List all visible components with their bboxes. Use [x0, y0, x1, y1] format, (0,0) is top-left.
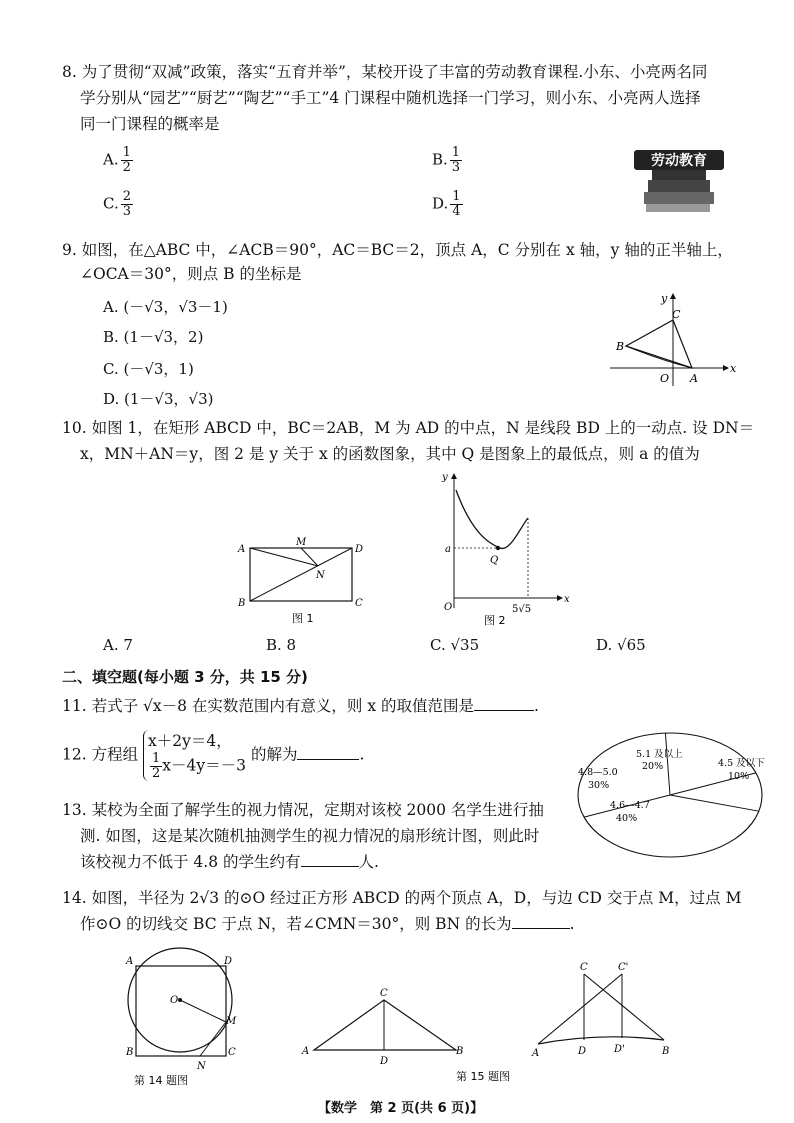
q11-answer-blank[interactable]	[474, 710, 534, 711]
q9-option-d[interactable]: D. (1－√3，√3)	[103, 390, 214, 408]
page-footer: 【数学 第 2 页(共 6 页)】	[318, 1101, 484, 1116]
q9-option-a[interactable]: A. (－√3，√3－1)	[103, 298, 228, 316]
svg-text:Q: Q	[490, 555, 499, 566]
q10-option-a[interactable]: A. 7	[103, 636, 133, 654]
svg-text:B: B	[126, 1047, 134, 1058]
pie-value-10: 10%	[728, 771, 750, 782]
pie-label-4.6-4.7: 4.6—4.7	[610, 800, 650, 811]
svg-text:O: O	[170, 995, 179, 1006]
labor-education-logo	[634, 146, 724, 218]
svg-text:D': D'	[614, 1044, 625, 1055]
svg-text:B: B	[662, 1046, 670, 1057]
svg-text:A: A	[302, 1046, 310, 1057]
equation-system: x＋2y＝4， $\frac{1}{2}$ x－4y＝－3	[143, 730, 246, 781]
q13-line2: 测. 如图，这是某次随机抽测学生的视力情况的扇形统计图，则此时	[80, 827, 540, 845]
q14-line2: 作⊙O 的切线交 BC 于点 N，若∠CMN＝30°，则 BN 的长为 .	[80, 915, 575, 933]
svg-text:图 2: 图 2	[484, 614, 506, 627]
svg-text:O: O	[444, 602, 453, 613]
q8-option-b[interactable]: B. $\frac{1}{3}$	[432, 145, 461, 175]
svg-text:M: M	[226, 1016, 237, 1027]
svg-text:N: N	[316, 570, 325, 581]
q8-option-d[interactable]: D. $\frac{1}{4}$	[432, 189, 461, 219]
q15-figure-moved	[530, 960, 690, 1060]
q14-answer-blank[interactable]	[512, 928, 570, 929]
triangle-abc	[626, 320, 692, 368]
svg-text:D: D	[355, 544, 364, 555]
svg-text:y: y	[661, 292, 668, 305]
q9-figure	[610, 288, 738, 388]
svg-text:A: A	[532, 1048, 540, 1059]
svg-text:C: C	[228, 1047, 236, 1058]
svg-text:C: C	[355, 598, 363, 609]
svg-text:C: C	[672, 308, 681, 321]
svg-text:A: A	[690, 372, 698, 385]
q15-figure-triangle	[300, 980, 510, 1090]
q10-line2: x，MN＋AN＝y，图 2 是 y 关于 x 的函数图象，其中 Q 是图象上的最低点，则 a 的值为	[80, 445, 700, 463]
q8-line2: 学分别从“园艺”“厨艺”“陶艺”“手工”4 门课程中随机选择一门学习，则小东、小亮两人选择	[80, 89, 701, 107]
q10-option-d[interactable]: D. √65	[596, 636, 646, 654]
point-q	[496, 546, 500, 550]
svg-text:C': C'	[618, 962, 629, 973]
svg-text:5√5: 5√5	[512, 604, 532, 615]
q11-text: 11. 若式子 √x－8 在实数范围内有意义，则 x 的取值范围是 .	[62, 697, 539, 715]
pie-slice-boundary-2	[670, 795, 759, 811]
q8-line3: 同一门课程的概率是	[80, 115, 220, 133]
triangle-acb	[314, 1000, 456, 1050]
q8-option-c[interactable]: C. $\frac{2}{3}$	[103, 189, 131, 219]
q10-option-b[interactable]: B. 8	[266, 636, 297, 654]
svg-text:第 15 题图: 第 15 题图	[456, 1070, 510, 1083]
q10-figure-2	[440, 468, 580, 630]
q13-line3: 该校视力不低于 4.8 的学生约有 人.	[80, 853, 379, 871]
q14-figure	[120, 950, 250, 1090]
q12-answer-blank[interactable]	[297, 759, 359, 760]
svg-text:M: M	[296, 537, 307, 548]
svg-text:D: D	[578, 1046, 587, 1057]
svg-text:D: D	[224, 956, 233, 967]
pie-value-40: 40%	[616, 813, 638, 824]
svg-text:第 14 题图: 第 14 题图	[134, 1074, 188, 1087]
svg-text:x: x	[730, 362, 737, 375]
pie-label-4.8-5.0: 4.8—5.0	[578, 767, 618, 778]
q8-option-a[interactable]: A. $\frac{1}{2}$	[103, 145, 131, 175]
pie-slice-boundary-0	[665, 733, 670, 795]
svg-text:A: A	[238, 544, 246, 555]
section-fill-in-heading: 二、填空题(每小题 3 分，共 15 分)	[62, 668, 308, 686]
q9-line1: 9. 如图，在△ABC 中，∠ACB＝90°，AC＝BC＝2，顶点 A，C 分别在 x 轴，y 轴的正半轴上，	[62, 241, 733, 259]
q14-line1: 14. 如图，半径为 2√3 的⊙O 经过正方形 ABCD 的两个顶点 A，D，与边 CD 交于点 M，过点 M	[62, 889, 742, 907]
svg-text:y: y	[442, 472, 448, 483]
q10-figure-1	[230, 534, 380, 630]
pie-value-20: 20%	[642, 761, 664, 772]
svg-text:a: a	[445, 544, 451, 555]
svg-text:B: B	[616, 340, 625, 353]
svg-text:B: B	[238, 598, 246, 609]
q10-line1: 10. 如图 1，在矩形 ABCD 中，BC＝2AB，M 为 AD 的中点，N 是线段 BD 上的一动点. 设 DN＝	[62, 419, 755, 437]
svg-text:O: O	[660, 372, 670, 385]
logo-text: 劳动教育	[651, 153, 707, 169]
svg-text:C: C	[380, 988, 388, 999]
q13-answer-blank[interactable]	[301, 866, 359, 867]
svg-text:图 1: 图 1	[292, 612, 314, 625]
pie-label-4.5-below: 4.5 及以下	[718, 758, 765, 769]
q9-option-c[interactable]: C. (－√3，1)	[103, 360, 194, 378]
q12-text: 12. 方程组 x＋2y＝4， $\frac{1}{2}$ x－4y＝－3 的解为 .	[62, 732, 365, 781]
q13-line1: 13. 某校为全面了解学生的视力情况，定期对该校 2000 名学生进行抽	[62, 801, 544, 819]
function-curve	[456, 490, 528, 548]
vision-pie-chart	[570, 730, 770, 860]
svg-text:C: C	[580, 962, 588, 973]
pie-value-30: 30%	[588, 780, 610, 791]
pie-label-5.1-above: 5.1 及以上	[636, 749, 683, 760]
svg-text:A: A	[126, 956, 134, 967]
svg-text:D: D	[380, 1056, 389, 1067]
svg-text:x: x	[564, 594, 570, 605]
q10-option-c[interactable]: C. √35	[430, 636, 480, 654]
q9-line2: ∠OCA＝30°，则点 B 的坐标是	[80, 265, 302, 283]
book-icon	[648, 180, 710, 192]
svg-text:B: B	[456, 1046, 464, 1057]
svg-text:N: N	[197, 1061, 206, 1072]
q9-option-b[interactable]: B. (1－√3，2)	[103, 328, 204, 346]
q8-line1: 8. 为了贯彻“双减”政策，落实“五育并举”，某校开设了丰富的劳动教育课程.小东、小亮两名同	[62, 63, 708, 81]
